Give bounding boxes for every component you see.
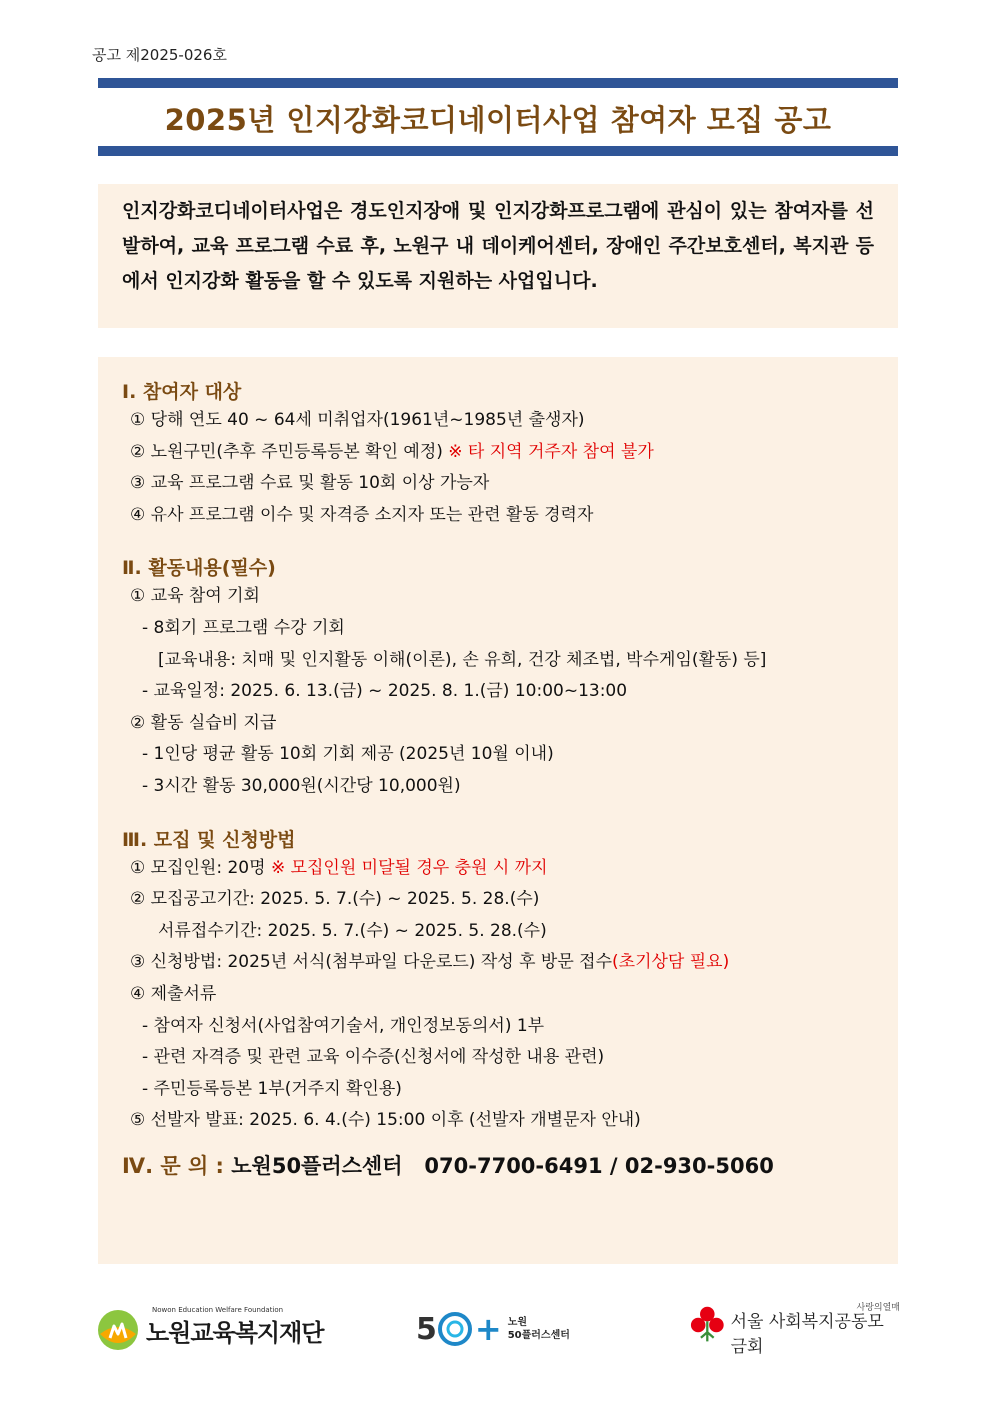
section3-item-note: ※ 모집인원 미달될 경우 충원 시 까지 bbox=[270, 857, 548, 878]
nowon-education-welfare-logo bbox=[96, 1308, 323, 1352]
fifty-plus-circle-icon bbox=[437, 1311, 473, 1347]
section1-item-note: ※ 타 지역 거주자 참여 불가 bbox=[448, 441, 654, 462]
contact-line bbox=[122, 1151, 898, 1181]
section2-subitem: - 8회기 프로그램 수강 기회 bbox=[142, 617, 345, 638]
section2-detail: [교육내용: 치매 및 인지활동 이해(이론), 손 유희, 건강 체조법, 박수게임(활동) 등] bbox=[158, 649, 767, 670]
section3-item bbox=[122, 853, 898, 885]
intro-box bbox=[98, 184, 898, 328]
section1-item: ① 당해 연도 40 ~ 64세 미취업자(1961년~1985년 출생자) bbox=[130, 410, 585, 430]
title-bottom-bar bbox=[98, 146, 898, 156]
section3-item-line2: 서류접수기간: 2025. 5. 7.(수) ~ 2025. 5. 28.(수) bbox=[158, 920, 547, 941]
section2-item: ② 활동 실습비 지급 bbox=[130, 712, 277, 733]
love-fruit-icon bbox=[690, 1303, 725, 1347]
section3-heading: Ⅲ. 모집 및 신청방법 bbox=[122, 828, 296, 851]
logo2-number: 5 bbox=[416, 1311, 437, 1347]
contact-label: Ⅳ. 문 의 : bbox=[122, 1153, 224, 1178]
community-chest-logo bbox=[690, 1300, 900, 1357]
section1-item: ③ 교육 프로그램 수료 및 활동 10회 이상 가능자 bbox=[130, 473, 490, 494]
section3-subitem: - 주민등록등본 1부(거주지 확인용) bbox=[142, 1078, 402, 1099]
logo3-small-text: 사랑의열매 bbox=[856, 1303, 900, 1313]
notice-number: 공고 제2025-026호 bbox=[92, 46, 227, 64]
spacer bbox=[122, 803, 898, 827]
section3-item: ⑤ 선발자 발표: 2025. 6. 4.(수) 15:00 이후 (선발자 개별문자 안내) bbox=[130, 1110, 641, 1131]
section1-item: ④ 유사 프로그램 이수 및 자격증 소지자 또는 관련 활동 경력자 bbox=[130, 504, 594, 525]
section1-heading: Ⅰ. 참여자 대상 bbox=[122, 381, 242, 403]
section3-item bbox=[122, 947, 898, 979]
section2-subitem: - 3시간 활동 30,000원(시간당 10,000원) bbox=[142, 775, 461, 796]
section1-item bbox=[122, 437, 898, 469]
logo2-line1: 노원 bbox=[507, 1317, 528, 1328]
title-top-bar bbox=[98, 78, 898, 88]
logo2-plus: + bbox=[474, 1310, 502, 1348]
footer-logos bbox=[0, 1290, 992, 1370]
logo2-line2: 50플러스센터 bbox=[507, 1330, 570, 1341]
section3-item-text: ① 모집인원: 20명 bbox=[130, 857, 266, 878]
section2-subitem: - 1인당 평균 활동 10회 기회 제공 (2025년 10월 이내) bbox=[142, 744, 554, 765]
logo2-text bbox=[508, 1316, 570, 1342]
contact-value: 노원50플러스센터 070-7700-6491 / 02-930-5060 bbox=[231, 1153, 774, 1178]
intro-text: 인지강화코디네이터사업은 경도인지장애 및 인지강화프로그램에 관심이 있는 참여자를 선발하여, 교육 프로그램 수료 후, 노원구 내 데이케어센터, 장애인 주간보호센터, 복지관 등에서 인지강화 활동을 할 수 있도록 지원하는 사업입니다. bbox=[122, 200, 874, 292]
logo3-name: 서울 사회복지공동모금회 bbox=[730, 1312, 884, 1357]
main-content bbox=[98, 357, 898, 1264]
page-title: 2025년 인지강화코디네이터사업 참여자 모집 공고 bbox=[164, 103, 832, 137]
section3-item-note: (초기상담 필요) bbox=[612, 952, 730, 973]
section3-item-text: ③ 신청방법: 2025년 서식(첨부파일 다운로드) 작성 후 방문 접수 bbox=[130, 952, 613, 973]
section3-item: ② 모집공고기간: 2025. 5. 7.(수) ~ 2025. 5. 28.(수) bbox=[130, 889, 540, 910]
nowon-50plus-logo bbox=[416, 1310, 570, 1348]
logo1-name: 노원교육복지재단 bbox=[146, 1318, 324, 1347]
logo1-subtitle: Nowon Education Welfare Foundation bbox=[152, 1306, 284, 1314]
section2-item: ① 교육 참여 기회 bbox=[130, 586, 260, 607]
section3-subitem: - 관련 자격증 및 관련 교육 이수증(신청서에 작성한 내용 관련) bbox=[142, 1047, 605, 1068]
foundation-emblem-icon bbox=[96, 1308, 140, 1352]
section1-item-text: ② 노원구민(추후 주민등록등본 확인 예정) bbox=[130, 441, 443, 462]
section3-subitem: - 참여자 신청서(사업참여기술서, 개인정보동의서) 1부 bbox=[142, 1015, 545, 1036]
section2-subitem: - 교육일정: 2025. 6. 13.(금) ~ 2025. 8. 1.(금) 10:00~13:00 bbox=[142, 681, 628, 702]
section2-heading: Ⅱ. 활동내용(필수) bbox=[122, 557, 276, 580]
spacer bbox=[122, 531, 898, 555]
section3-item: ④ 제출서류 bbox=[130, 983, 217, 1004]
